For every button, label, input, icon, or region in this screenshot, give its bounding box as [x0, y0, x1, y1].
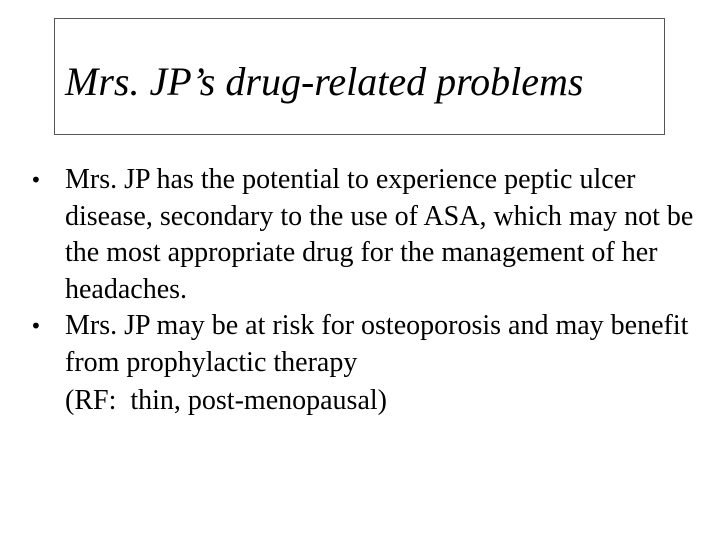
slide-title: Mrs. JP’s drug-related problems — [65, 59, 584, 104]
bullet-text: Mrs. JP may be at risk for osteoporosis and may benefit from prophylactic therapy — [65, 310, 689, 378]
bullet-text: Mrs. JP has the potential to experience peptic ulcer disease, secondary to the use of ASA, which may not be the most appropriate drug for the management of her headaches. — [65, 164, 694, 305]
bullet-item — [30, 162, 700, 308]
bullet-icon: • — [30, 314, 42, 338]
risk-factor-note: (RF: thin, post-menopausal) — [65, 385, 387, 416]
bullet-list — [30, 162, 700, 420]
bullet-item — [30, 308, 700, 381]
bullet-icon: • — [30, 168, 42, 192]
title-box — [54, 18, 665, 135]
